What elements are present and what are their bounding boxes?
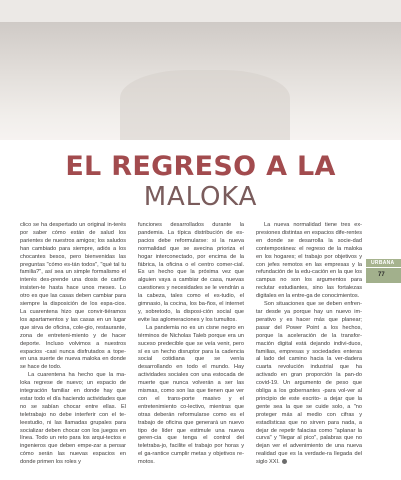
top-band — [0, 0, 401, 22]
header-image — [0, 22, 401, 140]
page-number: 77 — [378, 272, 385, 278]
column-2 — [138, 222, 244, 467]
title-line-2: MALOKA — [143, 182, 258, 212]
title-line-1: EL REGRESO A LA — [65, 151, 336, 182]
column-1 — [20, 222, 126, 467]
article-body — [20, 222, 364, 467]
article-title — [0, 140, 401, 211]
header-image-silhouette — [120, 70, 290, 140]
column-3-paragraph-text: Son situaciones que se deben enfren-tar desde ya porque hay un nuevo im-perativo y es hacer más que planear; pasar del Power Point a los hechos, porque la aceleración de la transfor-mación digital está dejando indivi-duos, familias, empresas y sociedades enteras al lado del camino hacia la ver-dadera cuarta revolución industrial que ha activado en gran proporción la pan-do covid-19. Un argumento de peso que obliga a los gobernantes -para vol-ver al principio de este escrito- a dejar que la gente sea la que se cuide solo, a "no proteger más al medio con cifras y estadísticas que no sirven para nada, a dejar de repetir falacias como "aplanar la curva" y "llegar al pico", palabras que no dejan ver el advenimiento de una nueva realidad que es la verdade-ra llegada del siglo XXI. — [256, 301, 362, 466]
column-3-paragraph: La nueva normalidad tiene tres ex-presiones distintas en espacios dife-rentes en donde se desarrolla la socie-dad contemporánea: el regreso de la maloka en los hogares; el trabajo por objetivos y con jefes remotos en las empresas y la refundación de la edu-cación en la que los campus no son los argumentos para reclutar estudiantes, sino las fortalezas digitales en la entre-ga de conocimientos. — [256, 222, 362, 300]
column-1-paragraph: clico se ha despertado un original in-terés por saber cómo están de salud los parientes de nuestros amigos; los saludos han cambiado para siempre, adiós a los chocantes besos, pero bienvenidas las preguntas "cómo es-tán todos", "qué tal tu familia?", así sea un simple formalismo el interés des-prende una dosis de cariño insisten-te hasta hace unos meses. Lo otro es que las casas deben cambiar para siempre la disposición de los espa-cios. La cuarentena hizo que convir-tiéramos los apartamentos y las casas en un lugar que sirva de oficina, cole-gio, restaurante, zona de entreteni-miento y de hacer deporte. Incluso volvimos a nuestros espacios -casi nunca disfrutados a tope- en una suerte de nueva maloka en donde se hace de todo. — [20, 222, 126, 371]
column-2-paragraph: funciones desarrollados durante la pandemia. La típica distribución de es-pacios debe reformularse: si la nueva normalidad que se avecina prioriza el hogar interconectado, por encima de la fábrica, la oficina o el centro comer-cial. Es un hecho que la próxima vez que alguien vaya a cambiar de casa, nuevas cuestiones y necesidades se le vendrán a la cabeza, tales como el es-tudio, el gimnasio, la cocina, los ba-ños, el internet y, sobretodo, la disposi-ción social que evite las aglomeraciones y los tumultos. — [138, 222, 244, 323]
column-3-paragraph — [256, 301, 362, 467]
column-2-paragraph: La pandemia no es un cisne negro en términos de Nicholas Taleb porque era un suceso predecible que se veía venir, pero sí es un hecho disruptor para la cadencia social cotidiana que se venía desarrollando en todo el mundo. Hay actividades sociales con una estocada de muerte que nunca volverán a ser las mismas, como son las que tienen que ver con el trans-porte masivo y el entretenimiento co-lectivo, mientras que otras deberán reformularse como es el trabajo de oficina que generará un nuevo tipo de líder que estimule una nueva geren-cia que tenga el control del teletraba-jo, facilite el trabajo por horas y el ga-rantice cumplir metas y objetivos re-motos. — [138, 324, 244, 466]
section-label: URBANA — [371, 260, 395, 266]
column-3 — [256, 222, 362, 467]
column-1-paragraph: La cuarentena ha hecho que la ma-loka regrese de nuevo; un espacio de integración familiar en donde hay que estar todo el día haciendo actividades que no se sabían chocar entre ellas. El teletrabajo no debe interferir con el te-leestudio, ni las llamadas grupales para socializar deben chocar con los juegos en línea. Todo un reto para los arqui-tectos e ingenieros que deben empe-zar a pensar cómo serán las nuevas espacios en donde primen los roles y — [20, 372, 126, 466]
end-of-article-icon — [282, 459, 287, 464]
